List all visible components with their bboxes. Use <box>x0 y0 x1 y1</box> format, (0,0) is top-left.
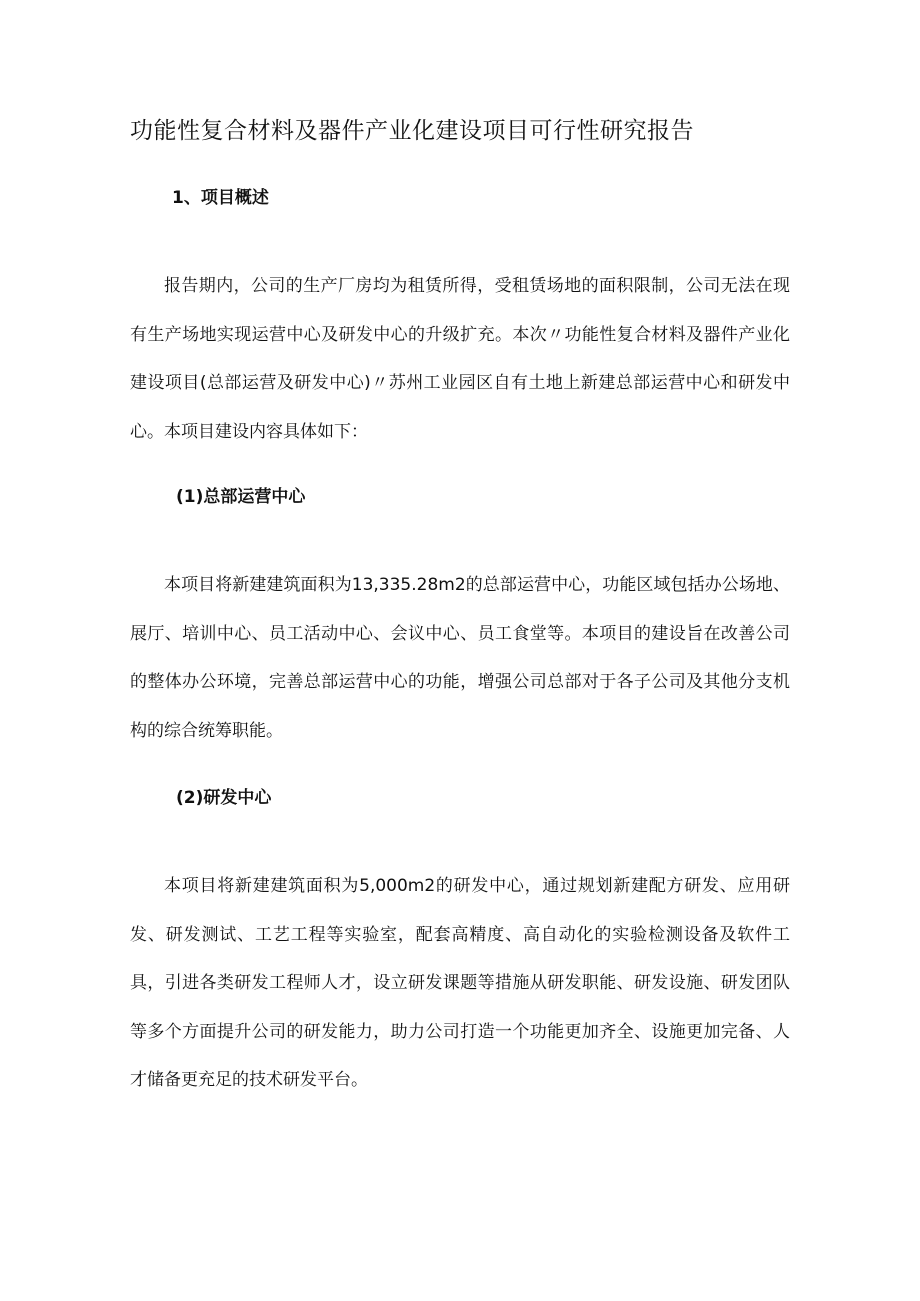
hq-operations-paragraph: 本项目将新建建筑面积为13,335.28m2的总部运营中心，功能区域包括办公场地、展厅、培训中心、员工活动中心、会议中心、员工食堂等。本项目的建设旨在改善公司的整体办公环境，完善总部运营中心的功能，增强公司总部对于各子公司及其他分支机构的综合统筹职能。 <box>130 575 790 741</box>
subsection-heading-rd-center: (2)研发中心 <box>176 788 272 808</box>
rd-center-paragraph: 本项目将新建建筑面积为5,000m2的研发中心，通过规划新建配方研发、应用研发、研发测试、工艺工程等实验室，配套高精度、高自动化的实验检测设备及软件工具，引进各类研发工程师人才，设立研发课题等措施从研发职能、研发设施、研发团队等多个方面提升公司的研发能力，助力公司打造一个功能更加齐全、设施更加完备、人才储备更充足的技术研发平台。 <box>130 876 790 1090</box>
overview-paragraph: 报告期内，公司的生产厂房均为租赁所得，受租赁场地的面积限制，公司无法在现有生产场地实现运营中心及研发中心的升级扩充。本次〃功能性复合材料及器件产业化建设项目(总部运营及研发中心)〃苏州工业园区自有土地上新建总部运营中心和研发中心。本项目建设内容具体如下： <box>130 276 790 442</box>
subsection-heading-hq-operations: (1)总部运营中心 <box>176 487 306 507</box>
document-title: 功能性复合材料及器件产业化建设项目可行性研究报告 <box>130 118 694 144</box>
section-heading-overview: 1、项目概述 <box>172 188 269 208</box>
